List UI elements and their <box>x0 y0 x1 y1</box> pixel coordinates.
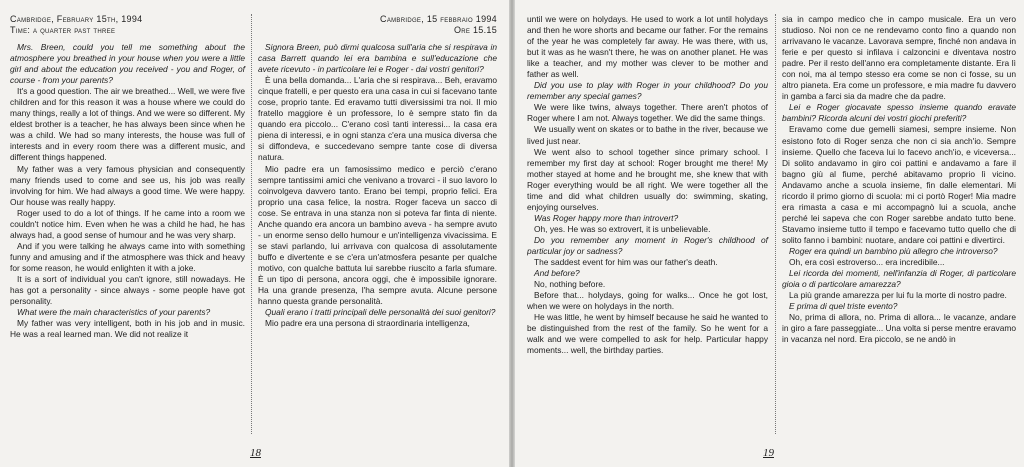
answer-paragraph: La più grande amarezza per lui fu la morte di nostro padre. <box>789 290 1007 301</box>
question-paragraph: And before? <box>534 268 580 279</box>
answer-paragraph: Mio padre era un famosissimo medico e perciò c'erano sempre tantissimi amici che venivano a trovarci - il suo lavoro lo coinvolgeva davvero tanto. Erano bei tempi, proprio felici. Era proprio una casa felice, la nostra. Roger faceva un sacco di cose. Se entrava in una stanza non si poteva far finta di niente. Anche quando era ancora un bambino aveva - ha sempre avuto - un enorme senso dello humour e un'intelligenza vivacissima. E se stavi parlando, lui arrivava con qualcosa di assolutamente buffo e divertente e se c'era un'atmosfera pesante per qualche motivo, con qualche battuta lui sarebbe riuscito a farla sfumare. È un tipo di persona, ancora oggi, che è impossibile ignorare. Ha una grande presenza, l'ha sempre avuta. Alcune persone hanno questa grande personalità. <box>258 163 497 307</box>
answer-paragraph: We went also to school together since primary school. I remember my first day at school: Roger brought me there! My mother stayed at home and he brought me, she knew that with Roger everything would be all right. We were together all the time and did what children usually do: swimming, skating, enjoying ourselves. <box>527 146 768 212</box>
italian-header <box>258 14 497 36</box>
answer-paragraph: My father was very intelligent, both in his job and in music. He was a real learned man. We did not realize it <box>10 318 245 340</box>
answer-paragraph: My father was a very famous physician and consequently many friends used to come and see us, his job was really involving for him. We had always a good time. We were happy. Our house was really happy. <box>10 163 245 207</box>
answer-paragraph: Roger used to do a lot of things. If he came into a room we couldn't notice him. Even when he was a child he had, he has always had, a good sense of humour and he was very sharp. <box>10 207 245 240</box>
left-italian-column <box>251 14 497 434</box>
page-number-left: 18 <box>250 447 261 459</box>
answer-paragraph: Oh, era così estroverso... era incredibile... <box>789 257 945 268</box>
question-paragraph: Lei ricorda dei momenti, nell'infanzia di Roger, di particolare gioia o di particolare amarezza? <box>782 268 1016 290</box>
left-english-text <box>10 42 245 340</box>
left-english-column <box>10 14 251 434</box>
answer-paragraph: It's a good question. The air we breathed... Well, we were five children and for this reason it was a house where we could do many things, really a lot of things. And we were so different. My eldest brother is a teacher, he has always been since when he was a child. We had so many interests, the house was full of interests and in every room there was a different music, and different things happened. <box>10 86 246 163</box>
question-paragraph: What were the main characteristics of your parents? <box>17 307 211 318</box>
english-header-date: Cambridge, February 15th, 1994 <box>10 14 143 24</box>
question-paragraph: Quali erano i tratti principali delle personalità dei suoi genitori? <box>265 307 496 318</box>
english-header <box>10 14 245 36</box>
answer-paragraph: Eravamo come due gemelli siamesi, sempre insieme. Non esistono foto di Roger senza che non ci sia anch'io. Sempre insieme. Quello che faceva lui lo facevo anch'io, e viceversa... Di solito andavamo in giro coi pattini e andavamo a fare il bagno giù al fiume, perché abitavamo proprio lì vicino. Andavamo anche a scuola insieme, fin dalle elementari. Mi ricordo il primo giorno di scuola: mi ci portò Roger! Mia madre era rimasta a casa e mi accompagnò lui a scuola, anche perché lei sapeva che con Roger sarebbe andato tutto bene. Stavamo insieme tutto il tempo e facevamo tutto quello che di solito fanno i bambini: nuotare, andare coi pattini e divertirci. <box>782 124 1016 245</box>
right-english-text <box>527 14 768 356</box>
answer-paragraph: until we were on holydays. He used to work a lot until holydays and then he wore shorts and became our father. For the remains of the year he was completely far away. He was there, with us, but it was as he wasn't there, he was on another planet. He was like a teacher, and my mother was clever to be mother and father as well. <box>527 14 768 80</box>
question-paragraph: Signora Breen, può dirmi qualcosa sull'aria che si respirava in casa Barrett quando lei era bambina e sull'educazione che avete ricevuto - in particolare lei e Roger - dai vostri genitori? <box>258 42 497 75</box>
question-paragraph: Did you use to play with Roger in your childhood? Do you remember any special games? <box>527 80 768 102</box>
answer-paragraph: We were like twins, always together. There aren't photos of Roger where I am not. Always together. We did the same things. <box>527 102 768 124</box>
answer-paragraph: The saddest event for him was our father's death. <box>534 257 718 268</box>
right-page-columns <box>527 14 1016 434</box>
right-english-column <box>527 14 775 434</box>
answer-paragraph: It is a sort of individual you can't ignore, still nowadays. He has got a personality - since always - some people have got personality. <box>10 273 245 307</box>
answer-paragraph: No, nothing before. <box>534 279 606 290</box>
answer-paragraph: No, prima di allora, no. Prima di allora... le vacanze, andare in giro a fare passeggiate... Una volta si perse mentre eravamo in vacanza nel nord. Era piccolo, se ne andò in <box>782 312 1016 345</box>
right-italian-text <box>782 14 1016 345</box>
answer-paragraph: And if you were talking he always came into with something funny and amusing and if the atmosphere was thick and heavy for some reason, he would enlighten it with a joke. <box>10 240 245 273</box>
question-paragraph: Lei e Roger giocavate spesso insieme quando eravate bambini? Ricorda alcuni dei vostri giochi preferiti? <box>782 102 1016 124</box>
left-italian-text <box>258 42 497 329</box>
left-page <box>0 0 509 467</box>
answer-paragraph: Before that... holydays, going for walks... Once he got lost, when we were on holydays in the north. <box>527 290 768 312</box>
answer-paragraph: sia in campo medico che in campo musicale. Era un vero studioso. Noi non ce ne rendevamo conto fino a quando non arrivavano le vacanze. Lavorava sempre, finché non andava in ferie e per questo si infilava i calzoncini e diventava nostro padre. Per il resto dell'anno era completamente distante. Era lì con noi, ma al tempo stesso era come se non ci fosse, su un altro pianeta. Era come un professore, e mia madre fu davvero in gamba a farci sia da madre che da padre. <box>782 14 1016 102</box>
answer-paragraph: He was little, he went by himself because he said he wanted to be distinguished from the rest of the family. So he went for a walk and we were compelled to ask for help. Particular happy moments... well, the birthday parties. <box>527 312 768 356</box>
italian-header-date: Cambridge, 15 febbraio 1994 <box>380 14 497 24</box>
answer-paragraph: We usually went on skates or to bathe in the river, because we lived just near. <box>527 124 768 146</box>
left-page-columns <box>10 14 497 434</box>
answer-paragraph: È una bella domanda... L'aria che si respirava... Beh, eravamo cinque fratelli, e per questo era una casa in cui si facevano tante cose, proprio tante. Ed eravamo tutti diversissimi tra noi. Il mio fratello maggiore è un professore, lo è sempre stato fin da quando era piccolo... C'erano così tanti interessi... la casa era piena di interessi, e in ogni stanza c'era una musica diversa che si diffondeva, e succedevano sempre tante cose di diversa natura. <box>258 75 497 163</box>
question-paragraph: Do you remember any moment in Roger's childhood of particular joy or sadness? <box>527 234 768 256</box>
question-paragraph: E prima di quel triste evento? <box>789 301 898 312</box>
italian-header-time: Ore 15.15 <box>453 25 497 35</box>
answer-paragraph: Oh, yes. He was so extrovert, it is unbelievable. <box>534 223 711 234</box>
question-paragraph: Was Roger happy more than introvert? <box>534 212 679 223</box>
question-paragraph: Roger era quindi un bambino più allegro che introverso? <box>789 245 998 256</box>
right-page <box>515 0 1024 467</box>
question-paragraph: Mrs. Breen, could you tell me something about the atmosphere you breathed in your house when you were a little girl and about the education you received - you and Roger, of course - from your parents? <box>10 42 245 86</box>
answer-paragraph: Mio padre era una persona di straordinaria intelligenza, <box>265 318 470 329</box>
page-number-right: 19 <box>763 447 774 459</box>
right-italian-column <box>775 14 1016 434</box>
english-header-time: Time: a quarter past three <box>10 25 116 35</box>
